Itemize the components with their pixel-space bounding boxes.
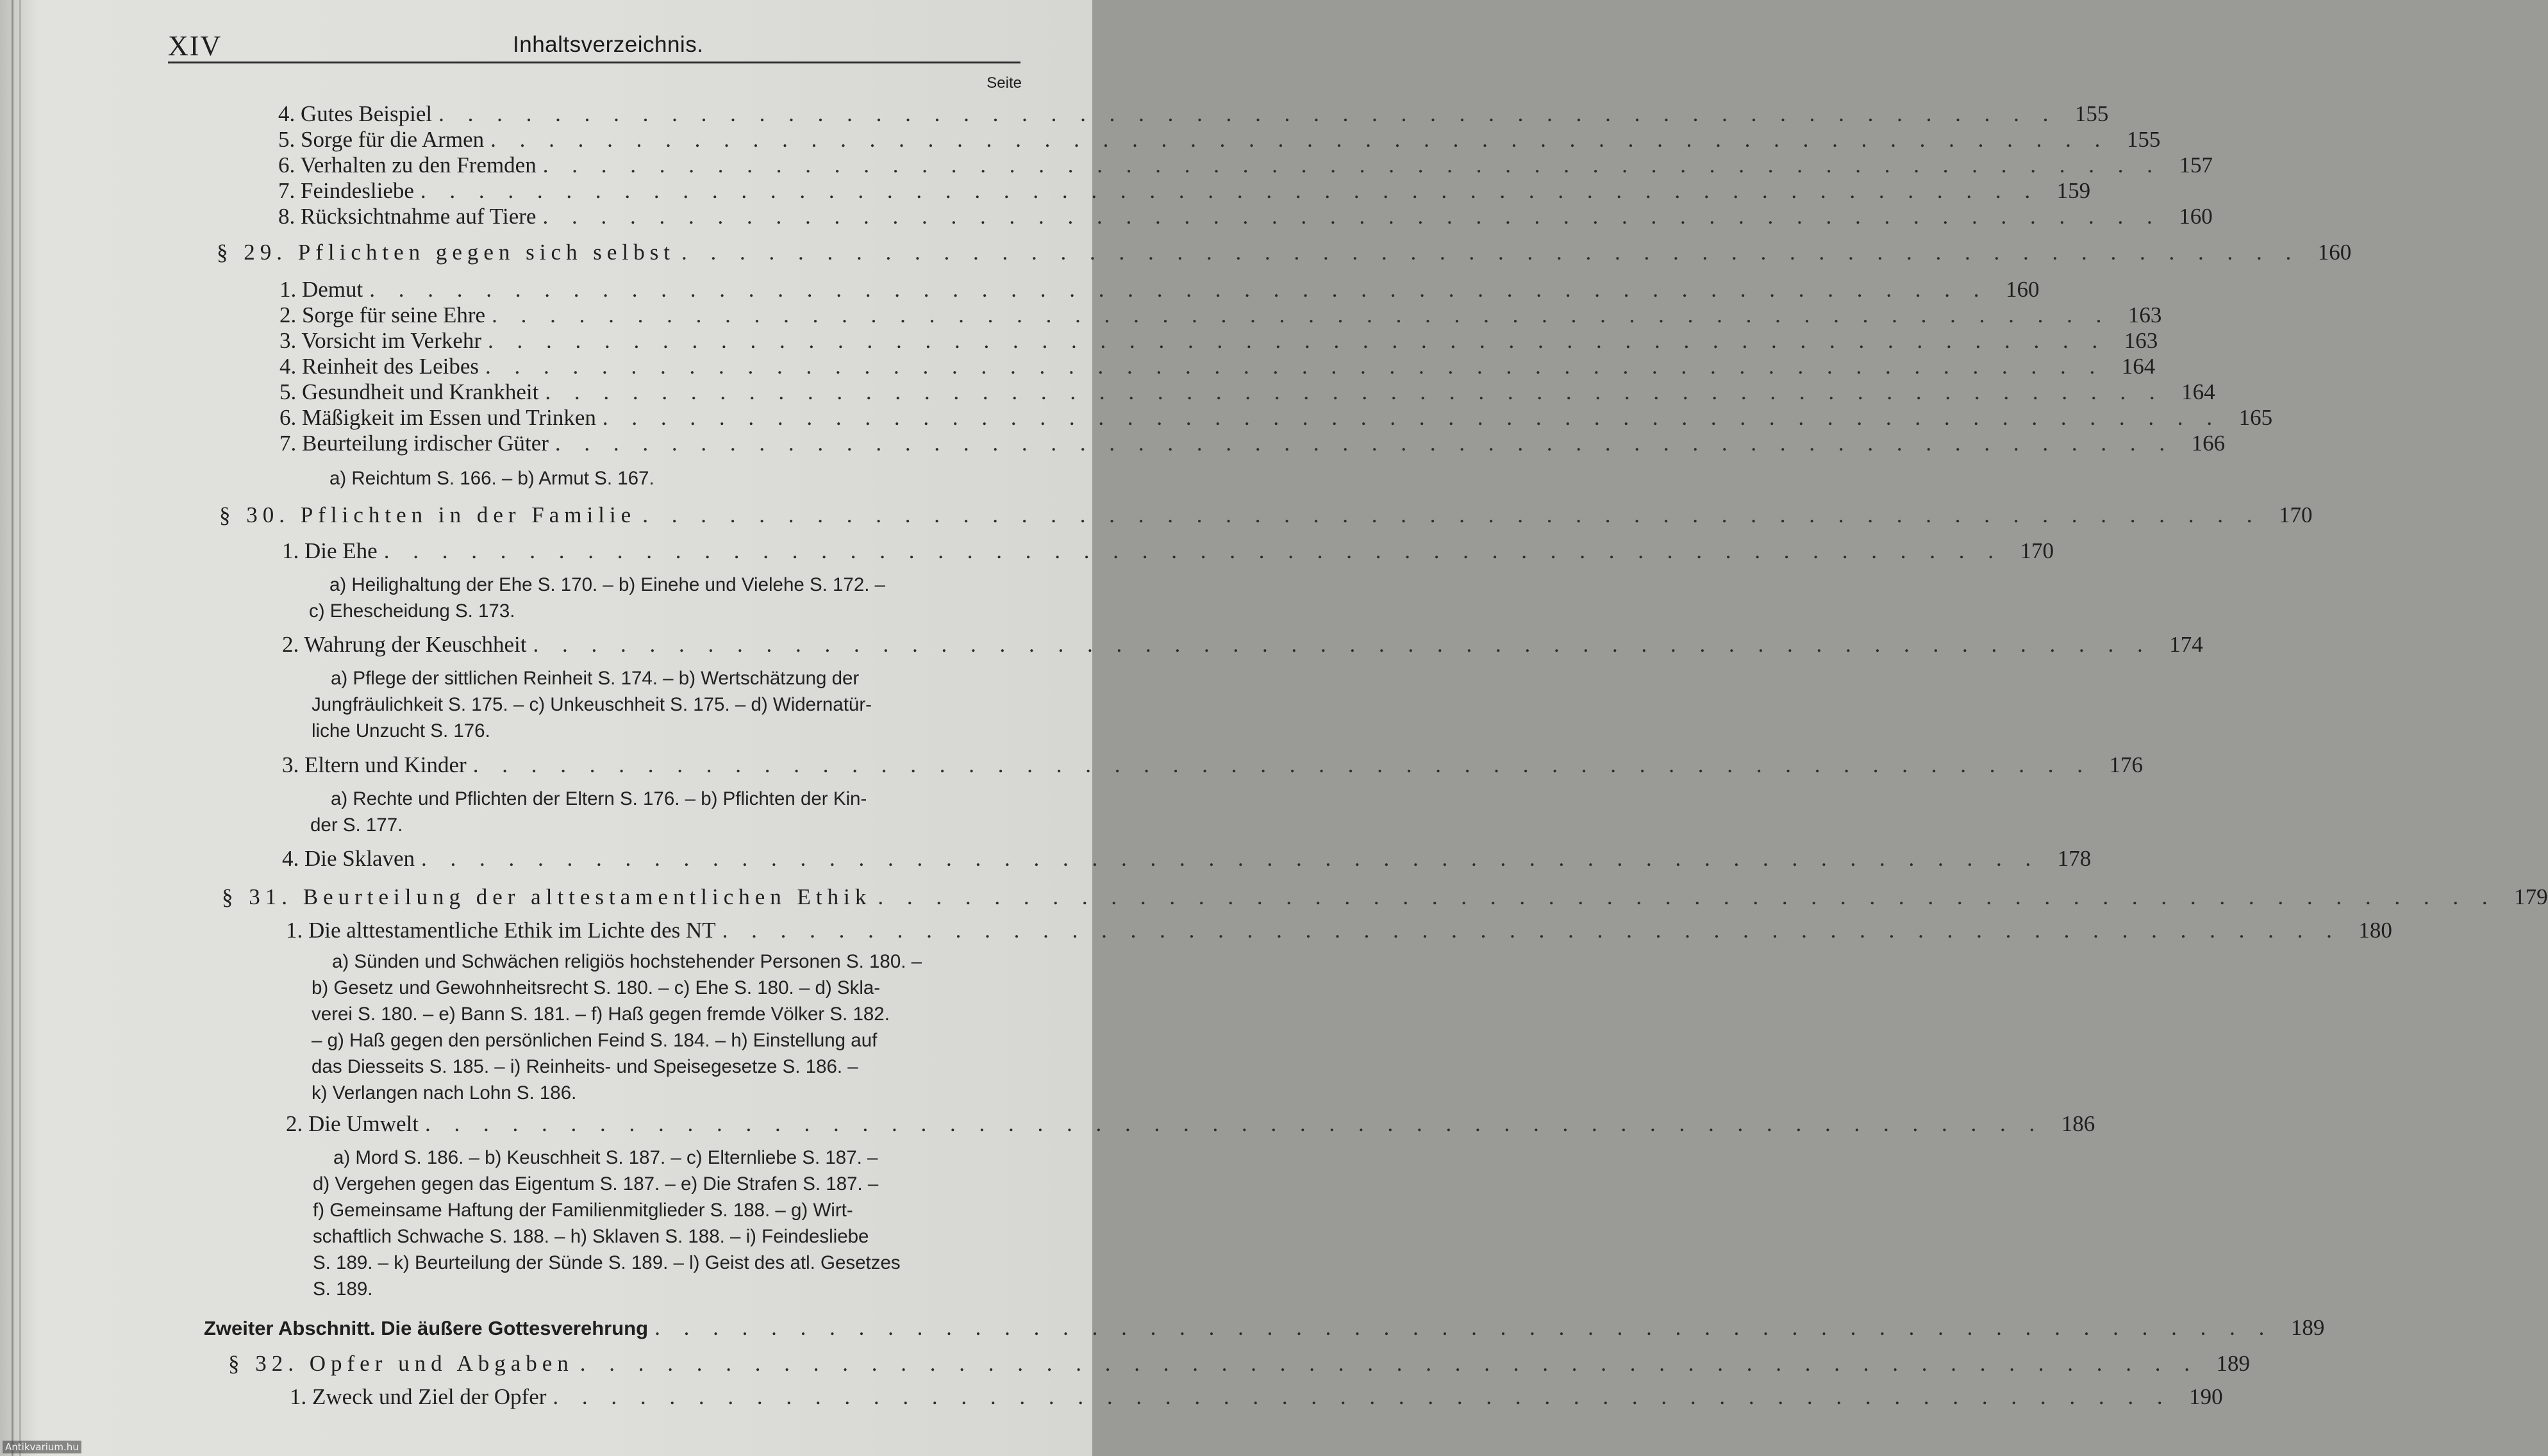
toc-entry-label: 4. Gutes Beispiel [278, 101, 433, 126]
toc-entry-page: 189 [2216, 1351, 2251, 1376]
toc-entry-page: 189 [2290, 1315, 2325, 1340]
toc-entry-page: 178 [2057, 846, 2092, 871]
toc-entry-label: 1. Die Ehe [282, 538, 378, 563]
toc-entry [278, 204, 2213, 229]
dot-leader: . . . . . . . . . . . . . . . . . . . . . . . . . . . . . . . . . . . . . . . . . . . . . . . . . . . . . . . . [369, 277, 1988, 302]
toc-entry-label: 1. Zweck und Ziel der Opfer [290, 1384, 547, 1409]
toc-subentry-text: a) Mord S. 186. – b) Keuschheit S. 187. – c) Elternliebe S. 187. – d) Vergehen gegen das Eigentum S. 187. – e) Die Strafen S. 187. – f) Gemeinsame Haftung der Familienmitglieder S. 188. – g) Wirt- schaftlich Schwache S. 188. – h) Sklaven S. 188. – i) Feindesliebe S. 189. – k) Beurteilung der Sünde S. 189. – l) Geist des atl. Gesetzes S. 189. [313, 1147, 901, 1300]
dot-leader: . . . . . . . . . . . . . . . . . . . . . . . . . . . . . . . . . . . . . . . . . . . . . . . . . . . . . . . . [681, 240, 2301, 265]
toc-subentry-text: a) Reichtum S. 166. – b) Armut S. 167. [329, 468, 654, 489]
toc-entry-label: 5. Sorge für die Armen [278, 127, 485, 152]
toc-entry [282, 632, 2203, 658]
toc-section-heading [219, 502, 2313, 528]
toc-entry-label: § 31. Beurteilung der alttestamentlichen Ethik [222, 884, 872, 909]
toc-entry-label: 7. Beurteilung irdischer Güter [279, 431, 549, 456]
toc-entry-label: 3. Eltern und Kinder [282, 752, 467, 777]
dot-leader: . . . . . . . . . . . . . . . . . . . . . . . . . . . . . . . . . . . . . . . . . . . . . . . . . . . . . . . . [579, 1351, 2199, 1376]
toc-entry [278, 153, 2213, 178]
toc-entry [279, 379, 2215, 405]
toc-entry-page: 170 [2278, 502, 2313, 527]
page-number-roman: XIV [168, 30, 222, 62]
dot-leader: . . . . . . . . . . . . . . . . . . . . . . . . . . . . . . . . . . . . . . . . . . . . . . . . . . . . . . . . [421, 846, 2040, 871]
toc-entry [279, 354, 2156, 379]
toc-entry-label: 2. Wahrung der Keuschheit [282, 632, 527, 657]
toc-entry-label: § 30. Pflichten in der Familie [219, 502, 637, 527]
toc-entry-page: 176 [2109, 752, 2143, 777]
toc-entry-page: 160 [2179, 204, 2213, 229]
dot-leader: . . . . . . . . . . . . . . . . . . . . . . . . . . . . . . . . . . . . . . . . . . . . . . . . . . . . . . . . [878, 884, 2497, 909]
toc-entry-label: 3. Vorsicht im Verkehr [279, 328, 481, 353]
dot-leader: . . . . . . . . . . . . . . . . . . . . . . . . . . . . . . . . . . . . . . . . . . . . . . . . . . . . . . . . [642, 502, 2261, 527]
dot-leader: . . . . . . . . . . . . . . . . . . . . . . . . . . . . . . . . . . . . . . . . . . . . . . . . . . . . . . . . [602, 405, 2222, 430]
toc-entry-label: 2. Die Umwelt [286, 1111, 419, 1136]
toc-entry-page: 159 [2056, 178, 2091, 203]
toc-entry-page: 157 [2179, 153, 2213, 178]
dot-leader: . . . . . . . . . . . . . . . . . . . . . . . . . . . . . . . . . . . . . . . . . . . . . . . . . . . . . . . . [533, 632, 2152, 657]
toc-entry [279, 328, 2158, 354]
toc-entry-label: 6. Mäßigkeit im Essen und Trinken [279, 405, 596, 430]
toc-entry [278, 127, 2161, 153]
dot-leader: . . . . . . . . . . . . . . . . . . . . . . . . . . . . . . . . . . . . . . . . . . . . . . . . . . . . . . . . [542, 204, 2161, 229]
toc-entry-page: 180 [2358, 918, 2392, 943]
toc-entry [282, 752, 2143, 778]
dot-leader: . . . . . . . . . . . . . . . . . . . . . . . . . . . . . . . . . . . . . . . . . . . . . . . . . . . . . . . . [492, 302, 2111, 327]
dot-leader: . . . . . . . . . . . . . . . . . . . . . . . . . . . . . . . . . . . . . . . . . . . . . . . . . . . . . . . . [490, 127, 2110, 152]
toc-entry-label: 2. Sorge für seine Ehre [279, 302, 486, 327]
toc-entry-label: 1. Die alttestamentliche Ethik im Lichte des NT [286, 918, 716, 943]
toc-entry-page: 163 [2124, 328, 2158, 353]
dot-leader: . . . . . . . . . . . . . . . . . . . . . . . . . . . . . . . . . . . . . . . . . . . . . . . . . . . . . . . . [383, 538, 2003, 563]
dot-leader: . . . . . . . . . . . . . . . . . . . . . . . . . . . . . . . . . . . . . . . . . . . . . . . . . . . . . . . . [487, 328, 2107, 353]
toc-entry [282, 538, 2054, 564]
dot-leader: . . . . . . . . . . . . . . . . . . . . . . . . . . . . . . . . . . . . . . . . . . . . . . . . . . . . . . . . [553, 1384, 2172, 1409]
toc-entry-label: 5. Gesundheit und Krankheit [279, 379, 539, 404]
toc-section-heading [217, 240, 2352, 265]
dot-leader: . . . . . . . . . . . . . . . . . . . . . . . . . . . . . . . . . . . . . . . . . . . . . . . . . . . . . . . . [425, 1111, 2044, 1136]
running-title: Inhaltsverzeichnis. [513, 32, 704, 57]
dot-leader: . . . . . . . . . . . . . . . . . . . . . . . . . . . . . . . . . . . . . . . . . . . . . . . . . . . . . . . . [542, 153, 2161, 178]
toc-entry-page: 160 [2317, 240, 2352, 265]
toc-entry [286, 918, 2392, 943]
dot-leader: . . . . . . . . . . . . . . . . . . . . . . . . . . . . . . . . . . . . . . . . . . . . . . . . . . . . . . . . [420, 178, 2040, 203]
dot-leader: . . . . . . . . . . . . . . . . . . . . . . . . . . . . . . . . . . . . . . . . . . . . . . . . . . . . . . . . [654, 1315, 2274, 1340]
dot-leader: . . . . . . . . . . . . . . . . . . . . . . . . . . . . . . . . . . . . . . . . . . . . . . . . . . . . . . . . [438, 101, 2058, 126]
toc-entry-label: § 29. Pflichten gegen sich selbst [217, 240, 676, 265]
toc-entry [279, 405, 2273, 431]
toc-section-heading [228, 1351, 2251, 1377]
toc-subentry-text: a) Sünden und Schwächen religiös hochstehender Personen S. 180. – b) Gesetz und Gewohnheitsrecht S. 180. – c) Ehe S. 180. – d) Skla- verei S. 180. – e) Bann S. 181. – f) Haß gegen fremde Völker S. 182. – g) Haß gegen den persönlichen Feind S. 184. – h) Einstellung auf das Diesseits S. 185. – i) Reinheits- und Speisegesetze S. 186. – k) Verlangen nach Lohn S. 186. [312, 951, 922, 1104]
toc-entry [279, 277, 2040, 302]
toc-subentry-text: a) Pflege der sittlichen Reinheit S. 174. – b) Wertschätzung der Jungfräulichkeit S. 175. – c) Unkeuschheit S. 175. – d) Widernatür- liche Unzucht S. 176. [312, 668, 872, 741]
toc-entry-label: 4. Die Sklaven [282, 846, 415, 871]
toc-entry-page: 170 [2020, 538, 2054, 563]
toc-entry [290, 1384, 2223, 1410]
toc-entry-page: 166 [2191, 431, 2226, 456]
toc-entry-page: 155 [2126, 127, 2161, 152]
page-edge-line [12, 0, 13, 1456]
toc-entry [286, 1111, 2095, 1137]
toc-section-heading [222, 884, 2548, 910]
dot-leader: . . . . . . . . . . . . . . . . . . . . . . . . . . . . . . . . . . . . . . . . . . . . . . . . . . . . . . . . [485, 354, 2104, 379]
toc-entry-page: 186 [2061, 1111, 2095, 1136]
toc-entry-label: § 32. Opfer und Abgaben [228, 1351, 574, 1376]
toc-part-heading [204, 1315, 2325, 1341]
toc-entry-page: 163 [2127, 302, 2162, 327]
toc-entry [278, 101, 2109, 127]
toc-entry-page: 165 [2238, 405, 2273, 430]
toc-entry [279, 431, 2226, 456]
toc-entry [282, 846, 2092, 872]
toc-entry-page: 174 [2169, 632, 2203, 657]
toc-entry-label: 8. Rücksichtnahme auf Tiere [278, 204, 537, 229]
toc-entry-label: 7. Feindesliebe [278, 178, 414, 203]
page-column-label: Seite [987, 74, 1022, 92]
toc-entry-page: 164 [2121, 354, 2156, 379]
toc-entry-page: 164 [2181, 379, 2215, 404]
toc-entry [279, 302, 2162, 328]
page-edge-line [19, 0, 21, 1456]
toc-entry-label: 1. Demut [279, 277, 363, 302]
dot-leader: . . . . . . . . . . . . . . . . . . . . . . . . . . . . . . . . . . . . . . . . . . . . . . . . . . . . . . . . [472, 752, 2092, 777]
dot-leader: . . . . . . . . . . . . . . . . . . . . . . . . . . . . . . . . . . . . . . . . . . . . . . . . . . . . . . . . [554, 431, 2174, 456]
toc-subentry-text: a) Rechte und Pflichten der Eltern S. 176. – b) Pflichten der Kin- der S. 177. [310, 788, 867, 836]
toc-entry-label: Zweiter Abschnitt. Die äußere Gottesverehrung [204, 1317, 649, 1339]
toc-entry-page: 190 [2189, 1384, 2223, 1409]
dot-leader: . . . . . . . . . . . . . . . . . . . . . . . . . . . . . . . . . . . . . . . . . . . . . . . . . . . . . . . . [545, 379, 2164, 404]
toc-entry-label: 4. Reinheit des Leibes [279, 354, 479, 379]
toc-subentry-text: a) Heilighaltung der Ehe S. 170. – b) Einehe und Vielehe S. 172. – c) Ehescheidung S. 173. [309, 574, 886, 622]
dot-leader: . . . . . . . . . . . . . . . . . . . . . . . . . . . . . . . . . . . . . . . . . . . . . . . . . . . . . . . . [722, 918, 2341, 943]
toc-entry-page: 155 [2074, 101, 2109, 126]
toc-entry-page: 179 [2514, 884, 2548, 909]
watermark: Antikvarium.hu [3, 1441, 81, 1453]
toc-entry [278, 178, 2091, 204]
toc-entry-label: 6. Verhalten zu den Fremden [278, 153, 537, 178]
header-rule [168, 62, 1020, 63]
toc-entry-page: 160 [2006, 277, 2040, 302]
